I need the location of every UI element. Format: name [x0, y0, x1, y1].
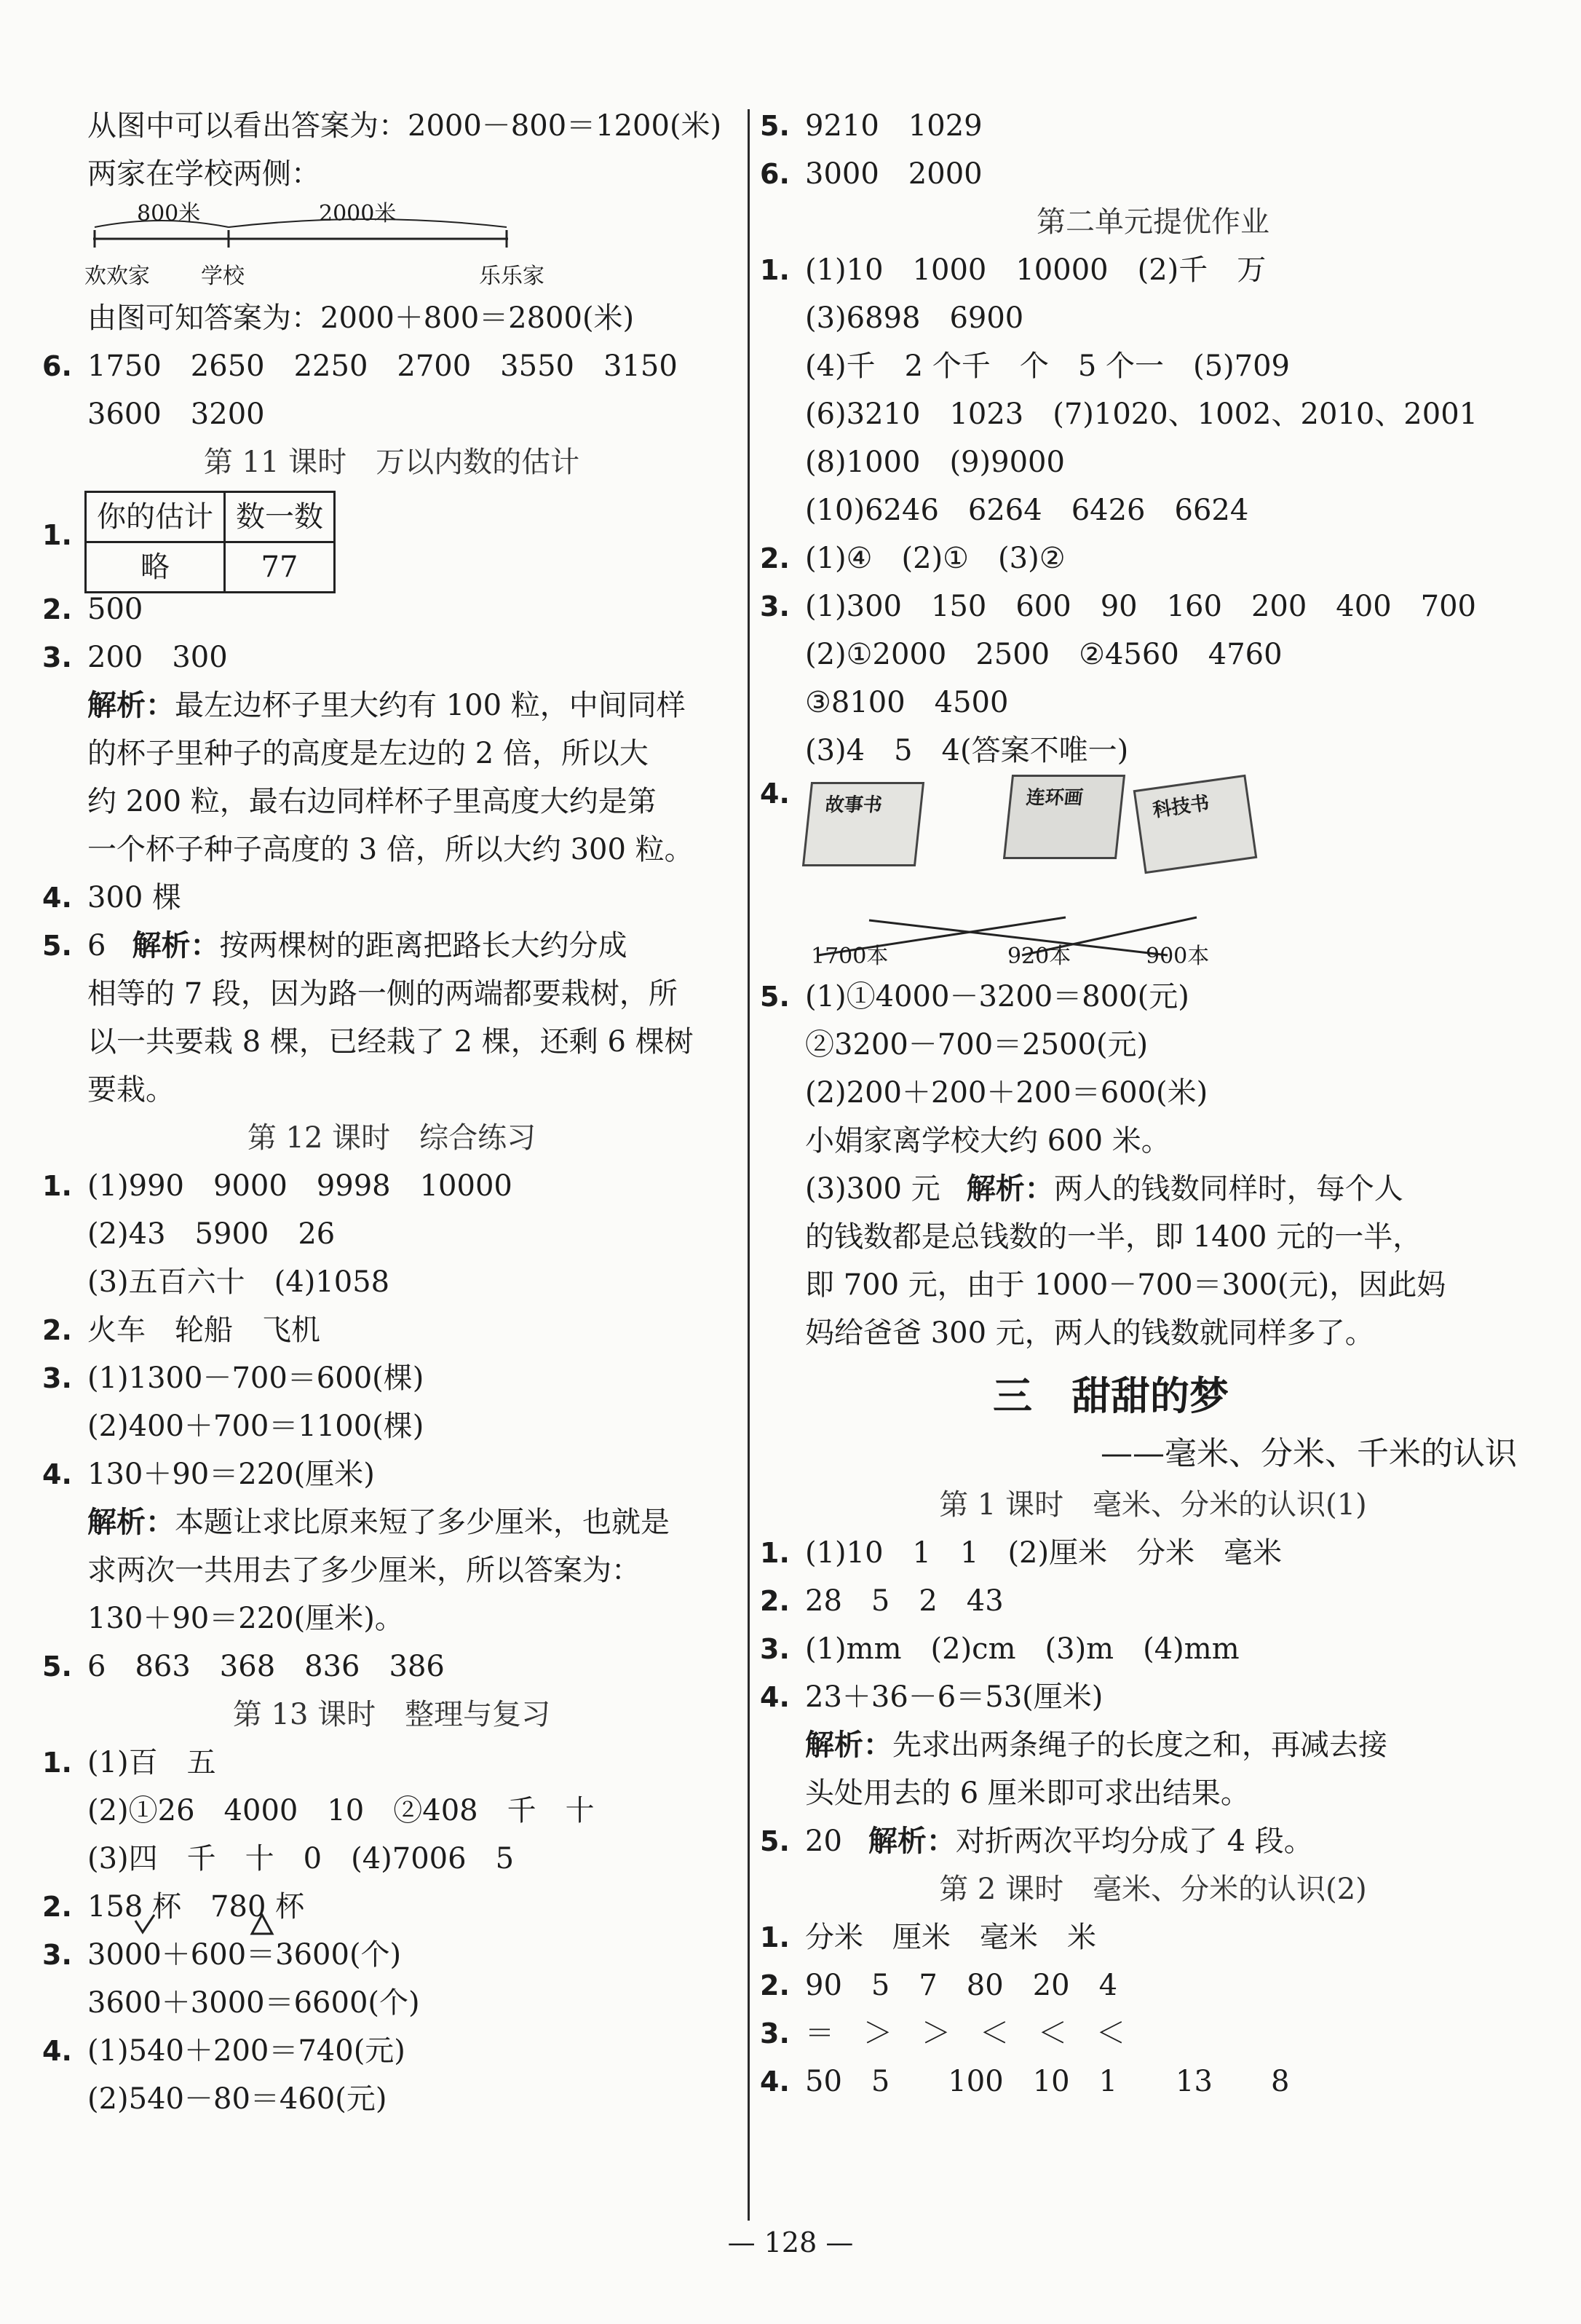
answer-text: (1)540＋200＝740(元)	[87, 2034, 405, 2068]
answer-text: 300 棵	[87, 881, 182, 914]
answer-text: (1)1300－700＝600(棵)	[87, 1361, 424, 1395]
answer-text: 两家在学校两侧：	[87, 157, 320, 191]
answer-row	[42, 1450, 741, 1498]
answer-text: (3)五百六十 (4)1058	[87, 1265, 390, 1299]
answer-text: 1750 2650 2250 2700 3550 3150	[87, 349, 678, 383]
text-line	[42, 150, 741, 198]
answer-text: (2)400＋700＝1100(棵)	[87, 1410, 424, 1443]
answer-row	[760, 534, 1546, 582]
answer-text: (1)百 五	[87, 1746, 216, 1779]
explanation-line	[760, 1309, 1546, 1357]
explanation-text: 按两棵树的距离把路长大约分成	[219, 929, 627, 963]
answer-row	[42, 1162, 741, 1210]
table-header: 你的估计	[86, 492, 225, 542]
answer-row	[42, 874, 741, 922]
table-cell: 77	[225, 542, 335, 593]
answer-text: 130＋90＝220(厘米)	[87, 1458, 375, 1491]
explanation-label: 解析：	[132, 928, 220, 963]
answer-text: (1)10 1000 10000 (2)千 万	[805, 253, 1267, 287]
question-number: 4.	[42, 2035, 72, 2067]
book-title: 科技书	[1151, 792, 1211, 822]
question-number: 1.	[760, 1921, 790, 1953]
question-number: 6.	[760, 158, 790, 190]
explanation-text: 相等的 7 段，因为路一侧的两端都要栽树，所	[87, 977, 678, 1011]
answer-row	[42, 2027, 741, 2075]
answer-text: 6	[87, 929, 106, 963]
answer-text: (1)10 1 1 (2)厘米 分米 毫米	[805, 1536, 1283, 1570]
page-number: — 128 —	[727, 2226, 854, 2258]
text-line	[760, 486, 1546, 534]
answer-text: 9210 1029	[805, 109, 983, 143]
question-number: 4.	[760, 1681, 790, 1713]
answer-row	[760, 1817, 1546, 1865]
book-title: 连环画	[1025, 787, 1085, 809]
answer-text: (2)540－80＝460(元)	[87, 2082, 387, 2116]
answer-text: (1)990 9000 9998 10000	[87, 1169, 512, 1203]
book-count: 920本	[1007, 944, 1071, 969]
explanation-line	[760, 1213, 1546, 1261]
explanation-text: 最左边杯子里大约有 100 粒，中间同样	[175, 689, 686, 722]
question-number: 3.	[42, 1362, 72, 1394]
question-number: 4.	[760, 2066, 790, 2098]
books-matching-figure	[760, 775, 1546, 973]
answer-text: 158 杯 780 杯	[87, 1890, 305, 1924]
lesson-heading: 第 1 课时 毫米、分米的认识(1)	[939, 1488, 1367, 1522]
estimate-table	[84, 491, 336, 593]
left-column	[42, 102, 741, 2123]
answer-row	[760, 1913, 1546, 1961]
explanation-text: 求两次一共用去了多少厘米，所以答案为：	[87, 1554, 641, 1587]
answer-row	[760, 973, 1546, 1021]
question-number: 2.	[760, 1585, 790, 1617]
segment-label: 2000米	[319, 201, 397, 226]
unit-subtitle: ——毫米、分米、千米的认识	[1101, 1435, 1517, 1472]
column-divider	[748, 109, 750, 2221]
answer-row	[760, 2009, 1546, 2058]
question-number: 2.	[760, 1969, 790, 2001]
answer-row	[760, 582, 1546, 631]
answer-row	[760, 1961, 1546, 2009]
answer-text: 50 5 100 10 1 13 8	[805, 2065, 1290, 2098]
question-number: 2.	[760, 542, 790, 574]
explanation-text: 的杯子里种子的高度是左边的 2 倍，所以大	[87, 737, 649, 770]
answer-row	[42, 585, 741, 633]
explanation-text: 以一共要栽 8 棵，已经栽了 2 棵，还剩 6 棵树	[87, 1025, 694, 1059]
question-number: 3.	[42, 641, 72, 673]
answer-text: 23＋36－6＝53(厘米)	[805, 1680, 1103, 1714]
explanation-text: 一个杯子种子高度的 3 倍，所以大约 300 粒。	[87, 833, 694, 866]
text-line	[42, 1835, 741, 1883]
point-label: 学校	[201, 264, 245, 289]
text-line	[42, 2075, 741, 2123]
answer-text: ③8100 4500	[805, 686, 1009, 719]
explanation-text: 对折两次平均分成了 4 段。	[955, 1825, 1313, 1858]
text-line	[760, 294, 1546, 342]
answer-row	[760, 102, 1546, 150]
question-number: 5.	[760, 110, 790, 142]
answer-text: ②3200－700＝2500(元)	[805, 1028, 1149, 1062]
answer-text: 火车 轮船 飞机	[87, 1313, 320, 1347]
answer-text: (1)mm (2)cm (3)m (4)mm	[805, 1632, 1240, 1666]
table-header: 数一数	[225, 492, 335, 542]
question-number: 5.	[42, 930, 72, 962]
text-line	[760, 390, 1546, 438]
unit-heading: 第二单元提优作业	[1037, 205, 1269, 239]
question-number: 4.	[42, 1458, 72, 1490]
explanation-line	[760, 1721, 1546, 1769]
unit-title: 三 甜甜的梦	[993, 1372, 1229, 1419]
question-number: 3.	[760, 590, 790, 622]
answer-row	[760, 1673, 1546, 1721]
explanation-line	[42, 970, 741, 1018]
text-line	[42, 1210, 741, 1258]
explanation-line	[42, 826, 741, 874]
explanation-line	[42, 1594, 741, 1643]
explanation-label: 解析：	[87, 688, 175, 722]
book-title: 故事书	[824, 794, 884, 816]
right-column	[760, 102, 1546, 2106]
question-number: 5.	[760, 981, 790, 1013]
answer-text: (3)四 千 十 0 (4)7006 5	[87, 1842, 515, 1876]
question-number: 1.	[42, 1170, 72, 1202]
explanation-text: 头处用去的 6 厘米即可求出结果。	[805, 1776, 1250, 1810]
question-number: 5.	[760, 1825, 790, 1857]
question-number: 1.	[760, 1537, 790, 1569]
answer-row	[42, 1354, 741, 1402]
text-line	[42, 294, 741, 342]
answer-text: (3)6898 6900	[805, 301, 1024, 335]
question-number: 2.	[42, 1891, 72, 1923]
explanation-line	[42, 681, 741, 730]
answer-row	[760, 150, 1546, 198]
question-number: 2.	[42, 593, 72, 625]
answer-text: (10)6246 6264 6426 6624	[805, 494, 1249, 527]
explanation-text: 130＋90＝220(厘米)。	[87, 1602, 404, 1635]
explanation-text: 两人的钱数同样时，每个人	[1053, 1172, 1403, 1206]
question-number: 5.	[42, 1651, 72, 1683]
answer-text: (2)200＋200＋200＝600(米)	[805, 1076, 1208, 1110]
answer-row	[760, 1577, 1546, 1625]
text-line	[42, 1402, 741, 1450]
distance-diagram	[42, 198, 741, 294]
explanation-line	[760, 1165, 1546, 1213]
text-line	[760, 342, 1546, 390]
explanation-line	[42, 778, 741, 826]
text-line	[760, 631, 1546, 679]
point-label: 乐乐家	[479, 264, 544, 289]
answer-text: 20	[805, 1825, 842, 1858]
book-count: 900本	[1146, 944, 1210, 969]
explanation-line	[42, 1018, 741, 1066]
answer-text: 28 5 2 43	[805, 1584, 1004, 1618]
answer-row	[42, 342, 741, 390]
answer-text: (1)①4000－3200＝800(元)	[805, 980, 1189, 1013]
lesson-heading: 第 11 课时 万以内数的估计	[203, 446, 580, 479]
answer-text: (1)④ (2)① (3)②	[805, 542, 1066, 575]
answer-row	[42, 486, 741, 585]
explanation-line	[42, 1066, 741, 1114]
table-cell: 略	[86, 542, 225, 593]
lesson-heading: 第 13 课时 整理与复习	[232, 1698, 551, 1731]
answer-text: 从图中可以看出答案为：2000－800＝1200(米)	[87, 109, 722, 143]
book-count: 1700本	[811, 944, 889, 969]
explanation-line	[42, 1498, 741, 1546]
answer-row	[42, 1883, 741, 1931]
answer-row	[42, 922, 741, 970]
explanation-text: 先求出两条绳子的长度之和，再减去接	[892, 1728, 1387, 1762]
answer-row	[760, 1529, 1546, 1577]
answer-row	[760, 246, 1546, 294]
text-line	[42, 1787, 741, 1835]
answer-row	[42, 1931, 741, 1979]
answer-text: 分米 厘米 毫米 米	[805, 1921, 1096, 1954]
answer-text: (3)300 元	[805, 1172, 940, 1206]
text-line	[42, 102, 741, 150]
question-number: 4.	[42, 882, 72, 914]
explanation-line	[42, 1546, 741, 1594]
question-number: 4.	[760, 778, 790, 810]
text-line	[760, 1117, 1546, 1165]
answer-text: 3600 3200	[87, 398, 265, 431]
answer-text: ＝ ＞ ＞ ＜ ＜ ＜	[805, 2017, 1125, 2050]
text-line	[42, 390, 741, 438]
question-number: 3.	[42, 1939, 72, 1971]
explanation-label: 解析：	[868, 1824, 956, 1858]
lesson-heading: 第 12 课时 综合练习	[247, 1121, 536, 1155]
explanation-label: 解析：	[966, 1171, 1054, 1206]
answer-row	[760, 2058, 1546, 2106]
question-number: 3.	[760, 2017, 790, 2050]
explanation-text: 即 700 元，由于 1000－700＝300(元)，因此妈	[805, 1268, 1446, 1302]
explanation-line	[42, 730, 741, 778]
answer-text: (6)3210 1023 (7)1020、1002、2010、2001	[805, 398, 1478, 431]
lesson-heading: 第 2 课时 毫米、分米的认识(2)	[939, 1873, 1367, 1906]
answer-text: 3000＋600＝3600(个)	[87, 1938, 402, 1972]
answer-text: (3)4 5 4(答案不唯一)	[805, 734, 1129, 767]
explanation-text: 妈给爸爸 300 元，两人的钱数就同样多了。	[805, 1316, 1374, 1350]
text-line	[760, 679, 1546, 727]
question-number: 2.	[42, 1314, 72, 1346]
answer-text: (1)300 150 600 90 160 200 400 700	[805, 590, 1476, 623]
answer-text: 由图可知答案为：2000＋800＝2800(米)	[87, 301, 635, 335]
question-number: 1.	[42, 519, 72, 551]
answer-text: (2)43 5900 26	[87, 1217, 336, 1251]
text-line	[760, 438, 1546, 486]
answer-row	[42, 1739, 741, 1787]
text-line	[760, 727, 1546, 775]
text-line	[42, 1979, 741, 2027]
question-number: 1.	[760, 254, 790, 286]
answer-text: 3600＋3000＝6600(个)	[87, 1986, 420, 2020]
answer-text: (2)①26 4000 10 ②408 千 十	[87, 1794, 595, 1827]
answer-text: 6 863 368 836 386	[87, 1650, 445, 1683]
text-line	[760, 1021, 1546, 1069]
text-line	[760, 1069, 1546, 1117]
point-label: 欢欢家	[84, 264, 150, 289]
answer-row	[42, 633, 741, 681]
answer-text: 3000 2000	[805, 157, 983, 191]
answer-text: 小娟家离学校大约 600 米。	[805, 1124, 1170, 1158]
explanation-text: 本题让求比原来短了多少厘米，也就是	[175, 1506, 670, 1539]
explanation-label: 解析：	[805, 1728, 892, 1762]
answer-text: (4)千 2 个千 个 5 个一 (5)709	[805, 349, 1290, 383]
explanation-label: 解析：	[87, 1505, 175, 1539]
explanation-text: 的钱数都是总钱数的一半，即 1400 元的一半，	[805, 1220, 1422, 1254]
answer-text: 90 5 7 80 20 4	[805, 1969, 1118, 2002]
explanation-line	[760, 1261, 1546, 1309]
answer-text: 500	[87, 593, 143, 626]
explanation-text: 约 200 粒，最右边同样杯子里高度大约是第	[87, 785, 657, 818]
question-number: 6.	[42, 350, 72, 382]
question-number: 3.	[760, 1633, 790, 1665]
segment-label: 800米	[137, 201, 201, 226]
text-line	[42, 1258, 741, 1306]
question-number: 1.	[42, 1747, 72, 1779]
answer-row	[760, 1625, 1546, 1673]
answer-row	[42, 1306, 741, 1354]
answer-row	[42, 1643, 741, 1691]
answer-text: 200 300	[87, 641, 228, 674]
answer-text: (2)①2000 2500 ②4560 4760	[805, 638, 1283, 671]
explanation-line	[760, 1769, 1546, 1817]
answer-text: (8)1000 (9)9000	[805, 446, 1065, 479]
explanation-text: 要栽。	[87, 1073, 175, 1107]
